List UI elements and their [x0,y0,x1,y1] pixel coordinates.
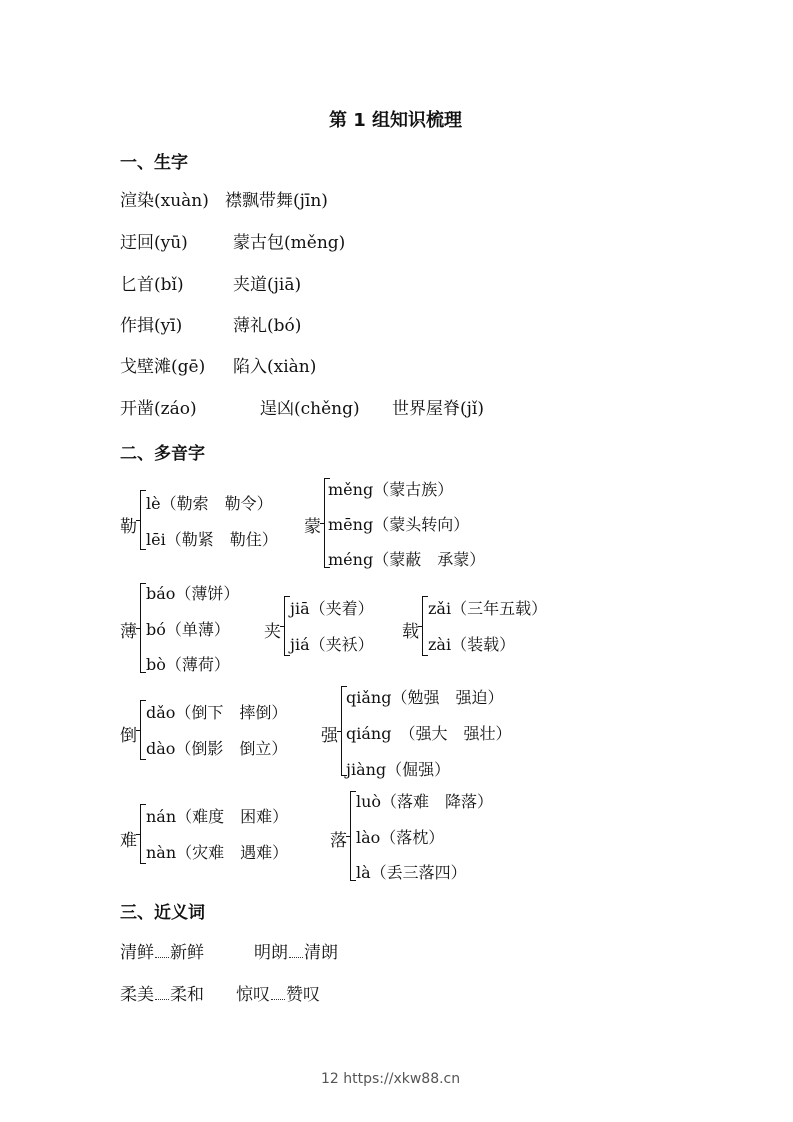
shengzi-item: 开凿(záo) [120,399,197,419]
polyphone-char: 载 [402,622,419,642]
dotted-connector [155,991,169,1000]
shengzi-item: 薄礼(bó) [233,316,302,336]
reading: jiā（夹着） [290,599,374,618]
reading: lè（勒索 勒令） [146,494,273,513]
reading: nán（难度 困难） [146,807,289,826]
reading: dào（倒影 倒立） [146,739,288,758]
reading: qiǎng（勉强 强迫） [346,688,504,707]
reading: bò（薄荷） [146,655,230,674]
shengzi-item: 陷入(xiàn) [233,357,317,377]
synonym-word: 新鲜 [170,943,204,963]
shengzi-item: 蒙古包(měng) [233,233,346,253]
shengzi-item: 逞凶(chěng) [260,399,360,419]
page-title: 第 1 组知识梳理 [329,110,463,131]
shengzi-item: 戈壁滩(gē) [120,357,206,377]
shengzi-item: 作揖(yī) [120,316,183,336]
polyphone-char: 蒙 [304,517,321,537]
reading: měng（蒙古族） [328,480,454,499]
reading: dǎo（倒下 摔倒） [146,703,288,722]
section-heading-jinyi: 三、近义词 [120,903,205,923]
polyphone-char: 夹 [264,622,281,642]
dotted-connector [289,949,303,958]
shengzi-item: 夹道(jiā) [233,275,302,295]
dotted-connector [271,991,285,1000]
page-footer: 12 https://xkw88.cn [321,1071,461,1087]
polyphone-char: 强 [321,726,338,746]
reading: bó（单薄） [146,620,230,639]
polyphone-char: 倒 [120,726,137,746]
synonym-word: 清鲜 [120,943,154,963]
reading: nàn（灾难 遇难） [146,843,289,862]
reading: mēng（蒙头转向） [328,515,470,534]
reading: jiá（夹袄） [290,635,374,654]
dotted-connector [155,949,169,958]
shengzi-item: 匕首(bǐ) [120,275,184,295]
shengzi-item: 迂回(yū) [120,233,188,253]
synonym-word: 惊叹 [236,985,270,1005]
reading: zài（装载） [428,635,516,654]
reading: lào（落枕） [356,828,445,847]
reading: luò（落难 降落） [356,792,494,811]
polyphone-char: 难 [120,831,137,851]
reading: báo（薄饼） [146,584,240,603]
shengzi-item: 襟飘带舞(jīn) [225,191,328,211]
synonym-pair [120,938,204,963]
synonym-word: 清朗 [304,943,338,963]
section-heading-duoyin: 二、多音字 [120,444,205,464]
polyphone-char: 落 [330,831,347,851]
shengzi-item: 渲染(xuàn) [120,191,209,211]
reading: jiàng（倔强） [346,760,451,779]
reading: lēi（勒紧 勒住） [146,530,278,549]
reading: zǎi（三年五载） [428,599,548,618]
section-heading-shengzi: 一、生字 [120,153,188,173]
reading: qiáng （强大 强壮） [346,724,512,743]
synonym-pair [254,938,338,963]
synonym-pair [120,980,204,1005]
synonym-pair [236,980,320,1005]
shengzi-item: 世界屋脊(jǐ) [392,399,484,419]
reading: méng（蒙蔽 承蒙） [328,550,486,569]
polyphone-char: 勒 [120,517,137,537]
synonym-word: 赞叹 [286,985,320,1005]
reading: là（丢三落四） [356,863,467,882]
synonym-word: 柔美 [120,985,154,1005]
polyphone-char: 薄 [120,622,137,642]
synonym-word: 明朗 [254,943,288,963]
synonym-word: 柔和 [170,985,204,1005]
